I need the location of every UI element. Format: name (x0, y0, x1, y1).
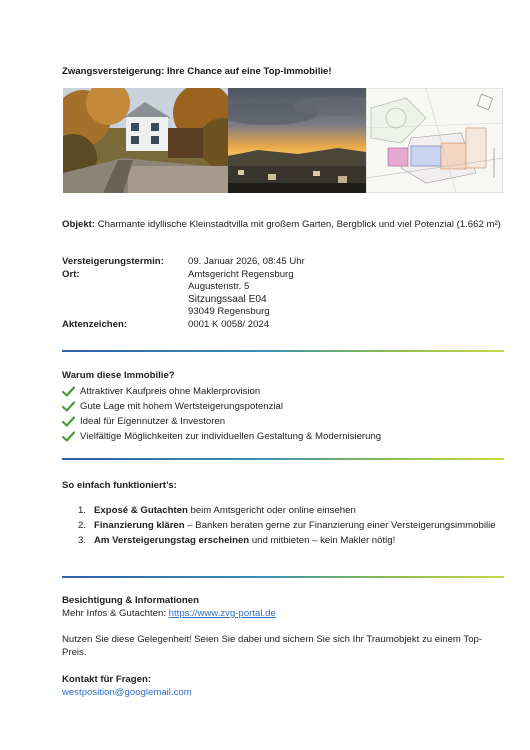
step-rest: und mitbieten – kein Makler nötig! (249, 535, 396, 546)
location-line: Amtsgericht Regensburg (188, 268, 294, 280)
zvg-portal-link[interactable]: https://www.zvg-portal.de (168, 608, 276, 619)
section-divider (62, 576, 504, 578)
section-divider (62, 350, 504, 352)
location-line: Augustenstr. 5 (188, 281, 250, 292)
benefit-text: Gute Lage mit hohem Wertsteigerungspotenzial (80, 401, 284, 412)
location-label: Ort: (62, 268, 80, 280)
file-number-label: Aktenzeichen: (62, 318, 128, 330)
step-number: 2. (78, 520, 87, 531)
call-to-action: Nutzen Sie diese Gelegenheit! Seien Sie dabei und sichern Sie sich Ihr Traumobjekt zu einem Top-Preis. (62, 634, 483, 658)
steps-list (78, 504, 500, 549)
more-info-prefix: Mehr Infos & Gutachten: (62, 608, 169, 619)
benefit-text: Vielfältige Möglichkeiten zur individuellen Gestaltung & Modernisierung (80, 431, 382, 442)
list-item (62, 399, 502, 414)
location-line: 93049 Regensburg (188, 306, 270, 317)
list-item (78, 504, 500, 518)
fact-row-date (62, 256, 502, 269)
checkmark-icon (62, 401, 75, 412)
step-number: 3. (78, 535, 87, 546)
file-number-value: 0001 K 0058/ 2024 (188, 318, 270, 330)
checkmark-icon (62, 386, 75, 397)
benefit-text: Ideal für Eigennutzer & Investoren (80, 416, 226, 427)
benefit-text: Attraktiver Kaufpreis ohne Maklerprovision (80, 386, 261, 397)
step-number: 1. (78, 505, 87, 516)
step-rest: – Banken beraten gerne zur Finanzierung einer Versteigerungsimmobilie (184, 520, 496, 531)
step-rest: beim Amtsgericht oder online einsehen (187, 505, 356, 516)
why-title: Warum diese Immobilie? (62, 370, 175, 381)
contact-label: Kontakt für Fragen: (62, 674, 152, 685)
how-title: So einfach funktioniert’s: (62, 480, 177, 491)
location-value (188, 269, 502, 319)
list-item (78, 534, 500, 548)
contact-email-link[interactable]: westposition@googlemail.com (62, 687, 192, 698)
list-item (78, 519, 500, 533)
list-item (62, 414, 502, 429)
step-bold: Finanzierung klären (94, 520, 185, 531)
benefits-list (62, 384, 502, 444)
step-text (94, 504, 356, 518)
step-text (94, 519, 496, 533)
list-item (62, 384, 502, 399)
object-description (62, 218, 502, 231)
location-line: Sitzungssaal E04 (188, 293, 267, 305)
list-item (62, 429, 502, 444)
fact-row-location (62, 269, 502, 319)
section-divider (62, 458, 504, 460)
object-text: Charmante idyllische Kleinstadtvilla mit großem Garten, Bergblick und viel Potenzial (1.662 m²) (97, 219, 501, 230)
step-bold: Am Versteigerungstag erscheinen (94, 535, 250, 546)
fact-row-file-number (62, 319, 502, 332)
date-value: 09. Januar 2026, 08:45 Uhr (188, 256, 305, 267)
headline: Zwangsversteigerung: Ihre Chance auf eine Top-Immobilie! (62, 66, 332, 77)
info-title: Besichtigung & Informationen (62, 595, 199, 606)
step-bold: Exposé & Gutachten (94, 505, 188, 516)
checkmark-icon (62, 416, 75, 427)
site-plan-image (366, 88, 503, 193)
object-label: Objekt: (62, 219, 96, 230)
step-text (94, 534, 395, 548)
photo-row (63, 88, 503, 193)
house-photo (63, 88, 228, 193)
view-photo (228, 88, 366, 193)
more-info-line (62, 607, 502, 620)
date-label: Versteigerungstermin: (62, 256, 164, 267)
auction-facts (62, 256, 502, 331)
checkmark-icon (62, 431, 75, 442)
info-section (62, 594, 502, 620)
contact-section (62, 673, 502, 699)
